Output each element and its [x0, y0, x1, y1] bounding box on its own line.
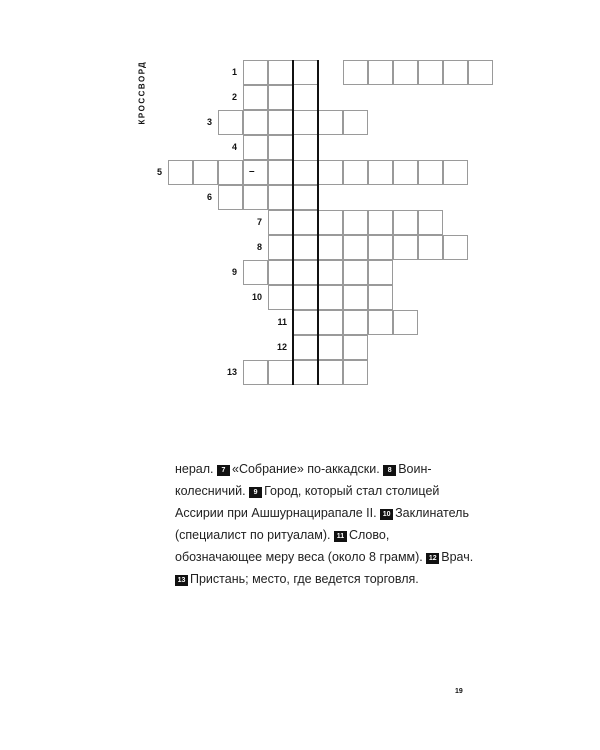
- clue-text: Воин-колесничий.: [175, 462, 432, 498]
- clues-paragraph: [175, 458, 475, 590]
- crossword-cell[interactable]: [368, 310, 393, 335]
- clue-number-badge: 10: [380, 509, 393, 520]
- crossword-cell[interactable]: [368, 160, 393, 185]
- crossword-cell[interactable]: [168, 160, 193, 185]
- crossword-cell[interactable]: [293, 185, 318, 210]
- clue-number-badge: 8: [383, 465, 396, 476]
- crossword-cell[interactable]: [218, 110, 243, 135]
- clue-text: Пристань; место, где ведется торговля.: [190, 572, 419, 586]
- crossword-cell[interactable]: [218, 185, 243, 210]
- crossword-cell[interactable]: [393, 60, 418, 85]
- crossword-cell[interactable]: [318, 335, 343, 360]
- crossword-cell[interactable]: [268, 135, 293, 160]
- clue-number: 10: [251, 292, 262, 302]
- clue-number: 4: [231, 142, 237, 152]
- crossword-cell[interactable]: [293, 285, 318, 310]
- crossword-cell[interactable]: [293, 235, 318, 260]
- crossword-cell[interactable]: [343, 335, 368, 360]
- crossword-cell[interactable]: [293, 60, 318, 85]
- crossword-cell[interactable]: [318, 360, 343, 385]
- clue-text: Заклинатель (специалист по ритуалам).: [175, 506, 469, 542]
- crossword-cell[interactable]: [318, 260, 343, 285]
- clue-text: Слово, обозначающее меру веса (около 8 грамм).: [175, 528, 423, 564]
- crossword-cell[interactable]: [343, 60, 368, 85]
- crossword-cell[interactable]: [268, 85, 293, 110]
- clue-text: Врач.: [441, 550, 474, 564]
- section-label: КРОССВОРД: [137, 60, 147, 125]
- crossword-cell[interactable]: [268, 260, 293, 285]
- answer-column-line: [292, 60, 294, 385]
- crossword-cell[interactable]: [293, 210, 318, 235]
- clue-intro: нерал.: [175, 462, 217, 476]
- crossword-cell[interactable]: [343, 260, 368, 285]
- crossword-cell[interactable]: [318, 160, 343, 185]
- crossword-cell[interactable]: [293, 110, 318, 135]
- crossword-cell[interactable]: [393, 310, 418, 335]
- crossword-cell[interactable]: [318, 285, 343, 310]
- crossword-cell[interactable]: [268, 185, 293, 210]
- crossword-cell[interactable]: [293, 360, 318, 385]
- clue-number: 5: [156, 167, 162, 177]
- crossword-cell[interactable]: [393, 210, 418, 235]
- crossword-cell[interactable]: [368, 260, 393, 285]
- crossword-cell[interactable]: [243, 110, 268, 135]
- clue-number-badge: 12: [426, 553, 439, 564]
- crossword-cell[interactable]: [468, 60, 493, 85]
- clue-number: 3: [206, 117, 212, 127]
- crossword-cell[interactable]: [268, 60, 293, 85]
- crossword-cell[interactable]: [318, 235, 343, 260]
- crossword-cell[interactable]: [293, 260, 318, 285]
- crossword-cell[interactable]: [243, 260, 268, 285]
- crossword-cell[interactable]: [343, 210, 368, 235]
- clue-number: 7: [256, 217, 262, 227]
- crossword-cell[interactable]: [443, 160, 468, 185]
- crossword-cell[interactable]: [293, 335, 318, 360]
- crossword-cell[interactable]: [243, 160, 268, 185]
- crossword-cell[interactable]: [343, 160, 368, 185]
- crossword-cell[interactable]: [293, 160, 318, 185]
- crossword-cell[interactable]: [318, 210, 343, 235]
- crossword-cell[interactable]: [443, 60, 468, 85]
- crossword-cell[interactable]: [368, 235, 393, 260]
- crossword-cell[interactable]: [343, 235, 368, 260]
- clue-text: «Собрание» по-аккадски.: [232, 462, 380, 476]
- crossword-cell[interactable]: [418, 160, 443, 185]
- crossword-cell[interactable]: [418, 210, 443, 235]
- page-number: 19: [455, 688, 463, 695]
- crossword-cell[interactable]: [343, 110, 368, 135]
- clue-number: 12: [276, 342, 287, 352]
- crossword-cell[interactable]: [393, 160, 418, 185]
- answer-column-line: [317, 60, 319, 385]
- crossword-cell[interactable]: [318, 110, 343, 135]
- crossword-cell[interactable]: [343, 360, 368, 385]
- clue-number-badge: 11: [334, 531, 347, 542]
- crossword-cell[interactable]: [318, 310, 343, 335]
- crossword-cell[interactable]: [343, 285, 368, 310]
- clues-text: [175, 458, 475, 590]
- clue-number: 6: [206, 192, 212, 202]
- clue-number-badge: 13: [175, 575, 188, 586]
- crossword-cell[interactable]: [243, 85, 268, 110]
- crossword-cell[interactable]: [418, 60, 443, 85]
- crossword-cell[interactable]: [343, 310, 368, 335]
- crossword-cell[interactable]: [193, 160, 218, 185]
- crossword-cell[interactable]: [293, 310, 318, 335]
- crossword-cell[interactable]: [268, 110, 293, 135]
- clue-number: 2: [231, 92, 237, 102]
- crossword-cell[interactable]: [443, 235, 468, 260]
- crossword-cell[interactable]: [268, 210, 293, 235]
- crossword-cell[interactable]: [268, 285, 293, 310]
- clue-number: 8: [256, 242, 262, 252]
- crossword-cell[interactable]: [418, 235, 443, 260]
- crossword-cell[interactable]: [368, 285, 393, 310]
- clue-number: 11: [277, 317, 287, 327]
- crossword-cell[interactable]: [243, 185, 268, 210]
- clue-text: Город, который стал столицей Ассирии при Ашшурнацирапале II.: [175, 484, 440, 520]
- crossword-cell[interactable]: [243, 360, 268, 385]
- crossword-cell[interactable]: [368, 60, 393, 85]
- dash-mark: –: [249, 166, 255, 177]
- crossword-cell[interactable]: [393, 235, 418, 260]
- crossword-cell[interactable]: [368, 210, 393, 235]
- clue-number-badge: 7: [217, 465, 230, 476]
- crossword-cell[interactable]: [268, 360, 293, 385]
- clue-number: 13: [226, 367, 237, 377]
- clue-number-badge: 9: [249, 487, 262, 498]
- crossword-cell[interactable]: [243, 60, 268, 85]
- crossword-cell[interactable]: [218, 160, 243, 185]
- crossword-cell[interactable]: [268, 235, 293, 260]
- clue-number: 9: [231, 267, 237, 277]
- clue-number: 1: [231, 67, 237, 77]
- crossword-cell[interactable]: [243, 135, 268, 160]
- crossword-cell[interactable]: [268, 160, 293, 185]
